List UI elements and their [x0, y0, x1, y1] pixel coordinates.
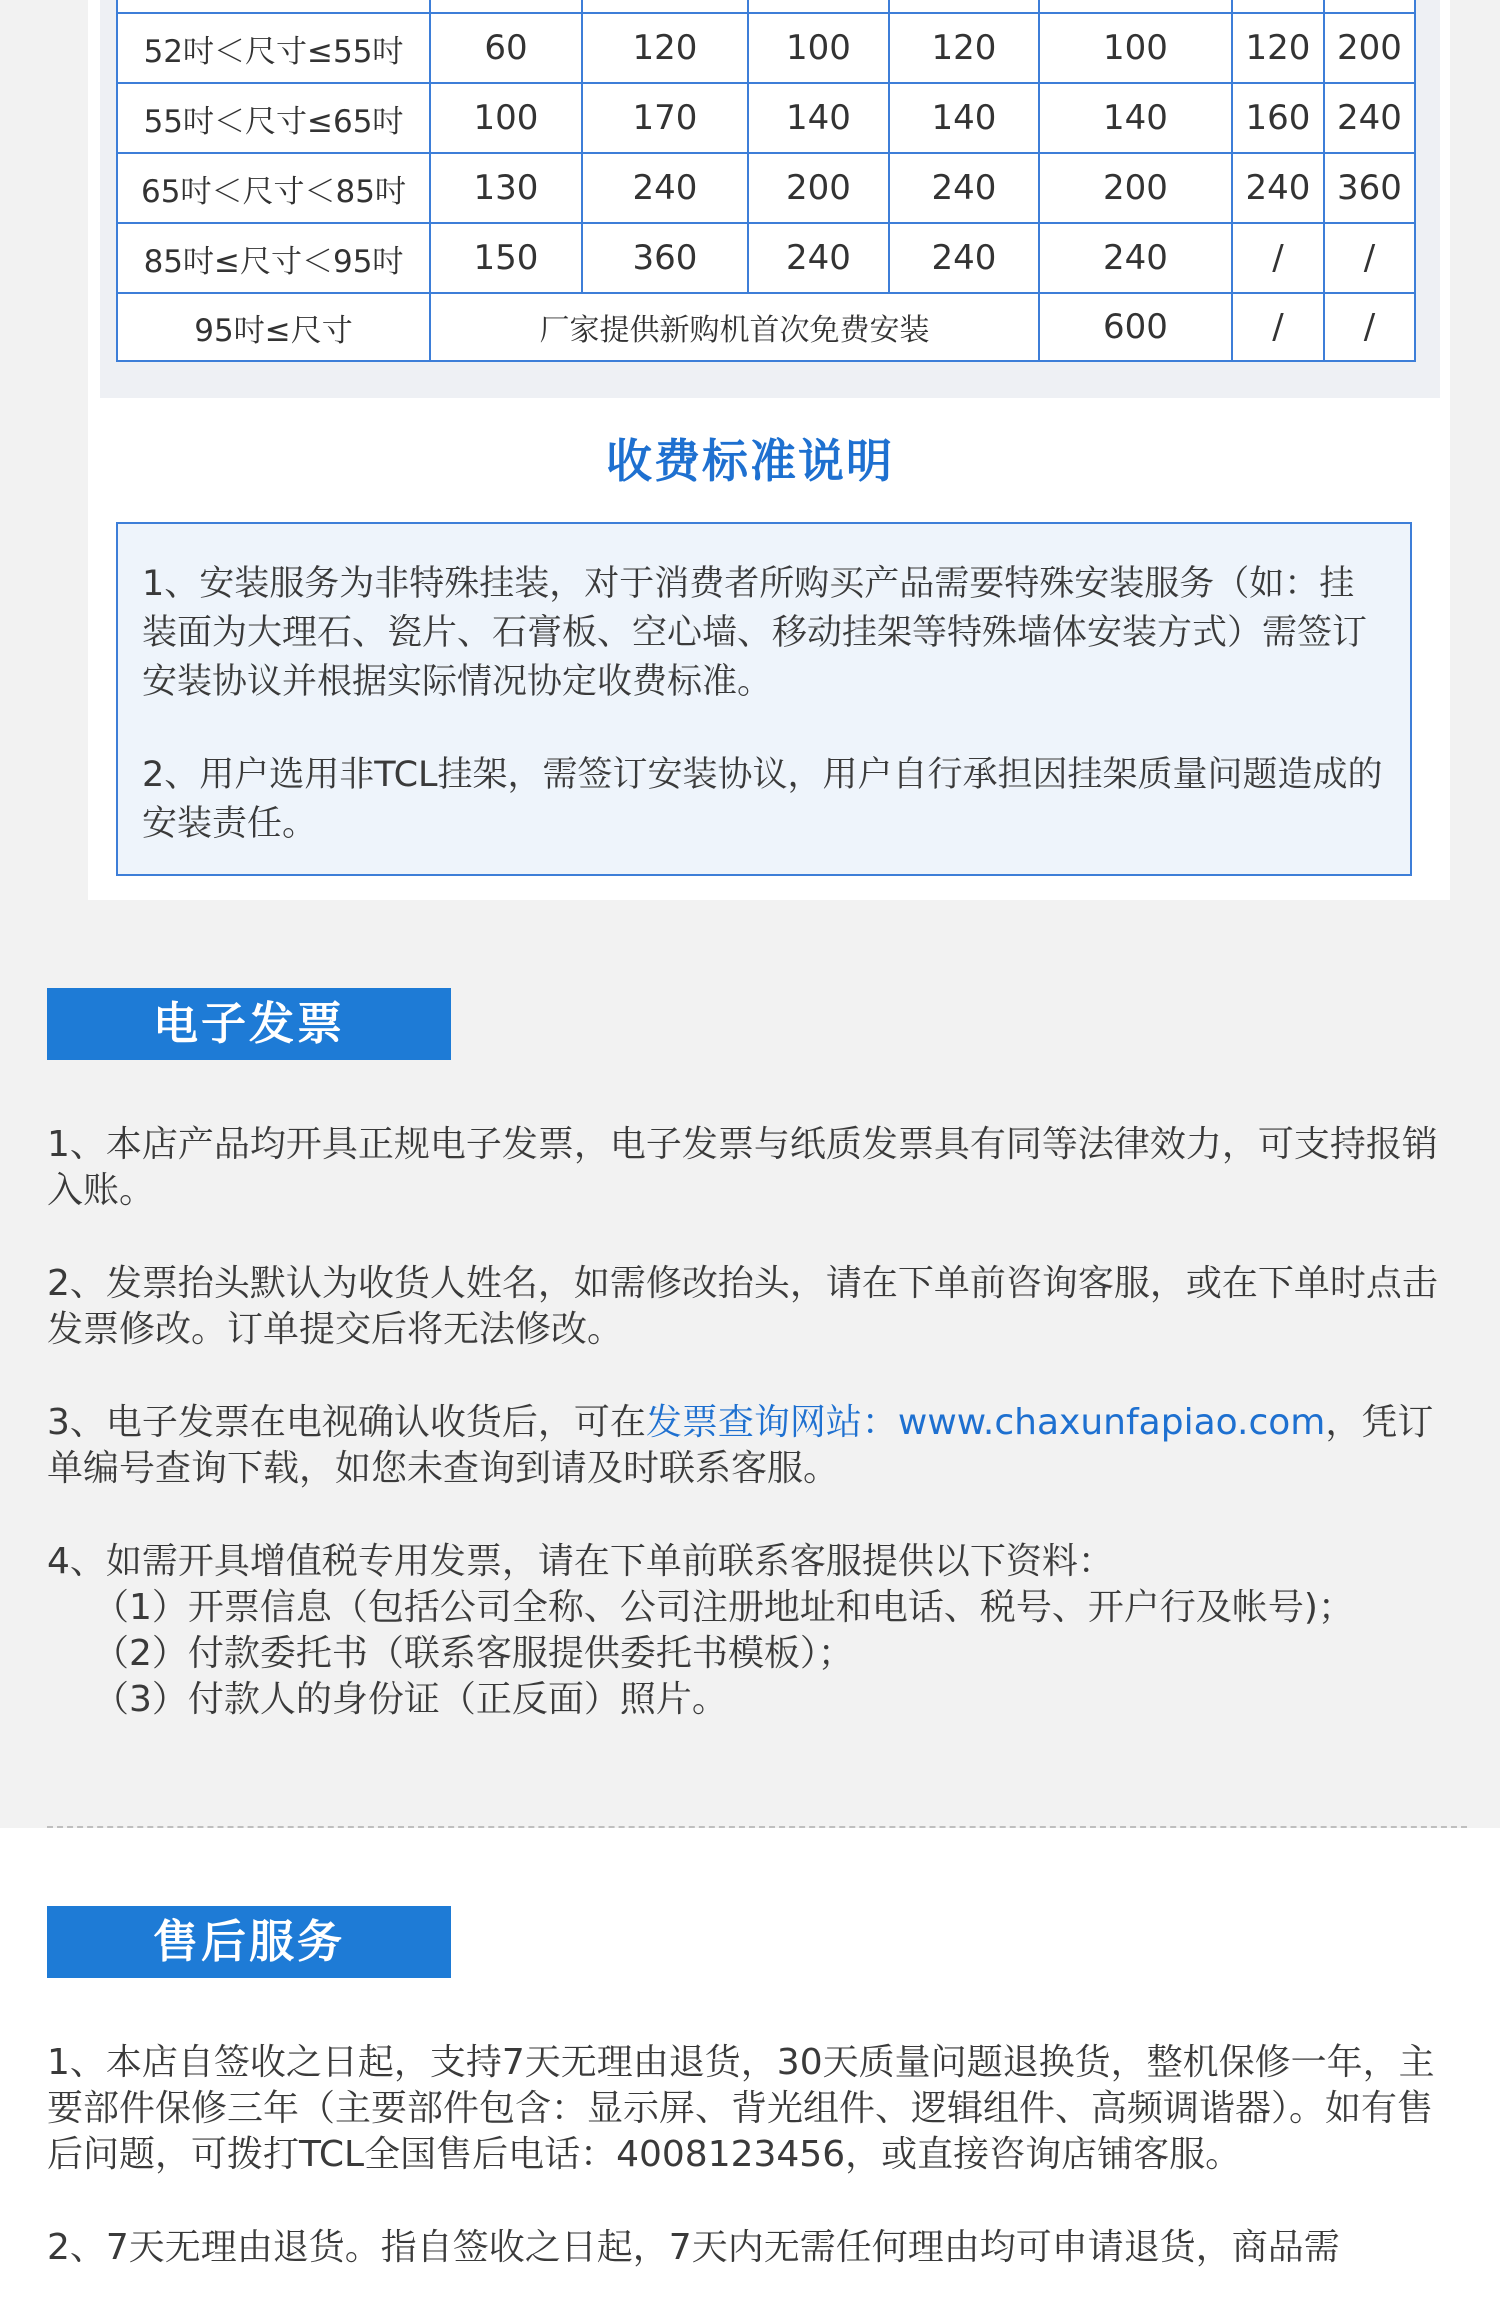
invoice-section-body [47, 1122, 1467, 1770]
table-row [117, 223, 1415, 293]
fee-cell: / [1232, 223, 1324, 293]
invoice-p4-item: （1）开票信息（包括公司全称、公司注册地址和电话、税号、开户行及帐号)； [93, 1587, 1354, 1628]
fee-cell: 200 [1324, 13, 1415, 83]
fee-cell: 240 [1039, 223, 1232, 293]
fee-cell: 140 [1039, 83, 1232, 153]
fee-cell: 170 [582, 83, 748, 153]
fee-cell: 200 [748, 153, 889, 223]
invoice-p4-intro: 4、如需开具增值税专用发票，请在下单前联系客服提供以下资料： [47, 1541, 1114, 1582]
fee-cell: 200 [1039, 153, 1232, 223]
aftersale-section-body [47, 2040, 1467, 2318]
aftersale-section-header: 售后服务 [47, 1906, 451, 1978]
fee-cell: 240 [1324, 83, 1415, 153]
fee-standard-card [0, 0, 1500, 900]
fee-cell: 120 [1232, 13, 1324, 83]
aftersale-paragraph: 1、本店自签收之日起，支持7天无理由退货，30天质量问题退换货，整机保修一年，主要部件保修三年（主要部件包含：显示屏、背光组件、逻辑组件、高频调谐器）。如有售后问题，可拨打TCL全国售后电话：4008123456，或直接咨询店铺客服。 [47, 2042, 1435, 2175]
size-cell: 85吋≤尺寸＜95吋 [117, 223, 430, 293]
fee-cell: 120 [889, 13, 1039, 83]
table-row-partial [117, 0, 1415, 13]
fee-notes-box [116, 522, 1412, 876]
invoice-section-header: 电子发票 [47, 988, 451, 1060]
fee-cell: 150 [430, 223, 582, 293]
fee-cell: 100 [430, 83, 582, 153]
fee-cell: 360 [582, 223, 748, 293]
fee-cell: 240 [1232, 153, 1324, 223]
fee-cell: / [1324, 293, 1415, 361]
table-row [117, 83, 1415, 153]
fee-cell: 120 [582, 13, 748, 83]
size-cell: 55吋＜尺寸≤65吋 [117, 83, 430, 153]
fee-cell: 140 [889, 83, 1039, 153]
fee-cell: 600 [1039, 293, 1232, 361]
fee-cell: / [1232, 293, 1324, 361]
table-row [117, 13, 1415, 83]
fee-cell: / [1324, 223, 1415, 293]
fee-cell: 240 [889, 223, 1039, 293]
aftersale-paragraph: 2、7天无理由退货。指自签收之日起，7天内无需任何理由均可申请退货，商品需 [47, 2227, 1340, 2268]
fee-cell: 100 [748, 13, 889, 83]
installation-fee-table [116, 0, 1416, 362]
fee-cell: 240 [582, 153, 748, 223]
size-cell: 65吋＜尺寸＜85吋 [117, 153, 430, 223]
table-row [117, 153, 1415, 223]
invoice-paragraph: 2、发票抬头默认为收货人姓名，如需修改抬头，请在下单前咨询客服，或在下单时点击发票修改。订单提交后将无法修改。 [47, 1263, 1438, 1350]
invoice-p4-item: （2）付款委托书（联系客服提供委托书模板）； [93, 1633, 854, 1674]
invoice-p3-suffix: ，凭订单编号查询下载，如您未查询到请及时联系客服。 [47, 1402, 1434, 1489]
fee-cell: 240 [889, 153, 1039, 223]
fee-standard-title: 收费标准说明 [606, 434, 894, 488]
fee-cell: 100 [1039, 13, 1232, 83]
size-cell: 95吋≤尺寸 [117, 293, 430, 361]
fee-note: 1、安装服务为非特殊挂装，对于消费者所购买产品需要特殊安装服务（如：挂装面为大理石、瓷片、石膏板、空心墙、移动挂架等特殊墙体安装方式）需签订安装协议并根据实际情况协定收费标准。 [142, 564, 1368, 702]
invoice-paragraph [47, 1400, 1467, 1492]
fee-note: 2、用户选用非TCL挂架，需签订安装协议，用户自行承担因挂架质量问题造成的安装责任。 [142, 755, 1383, 844]
fee-cell: 130 [430, 153, 582, 223]
size-cell: 52吋＜尺寸≤55吋 [117, 13, 430, 83]
free-install-cell: 厂家提供新购机首次免费安装 [430, 293, 1039, 361]
invoice-p3-prefix: 3、电子发票在电视确认收货后，可在 [47, 1402, 646, 1443]
fee-cell: 360 [1324, 153, 1415, 223]
invoice-paragraph [47, 1539, 1467, 1723]
invoice-query-link[interactable]: 发票查询网站：www.chaxunfapiao.com [645, 1402, 1326, 1443]
fee-cell: 60 [430, 13, 582, 83]
table-row [117, 293, 1415, 361]
invoice-p4-item: （3）付款人的身份证（正反面）照片。 [93, 1679, 728, 1720]
fee-cell: 160 [1232, 83, 1324, 153]
fee-cell: 140 [748, 83, 889, 153]
fee-cell: 240 [748, 223, 889, 293]
invoice-paragraph: 1、本店产品均开具正规电子发票，电子发票与纸质发票具有同等法律效力，可支持报销入账。 [47, 1124, 1438, 1211]
